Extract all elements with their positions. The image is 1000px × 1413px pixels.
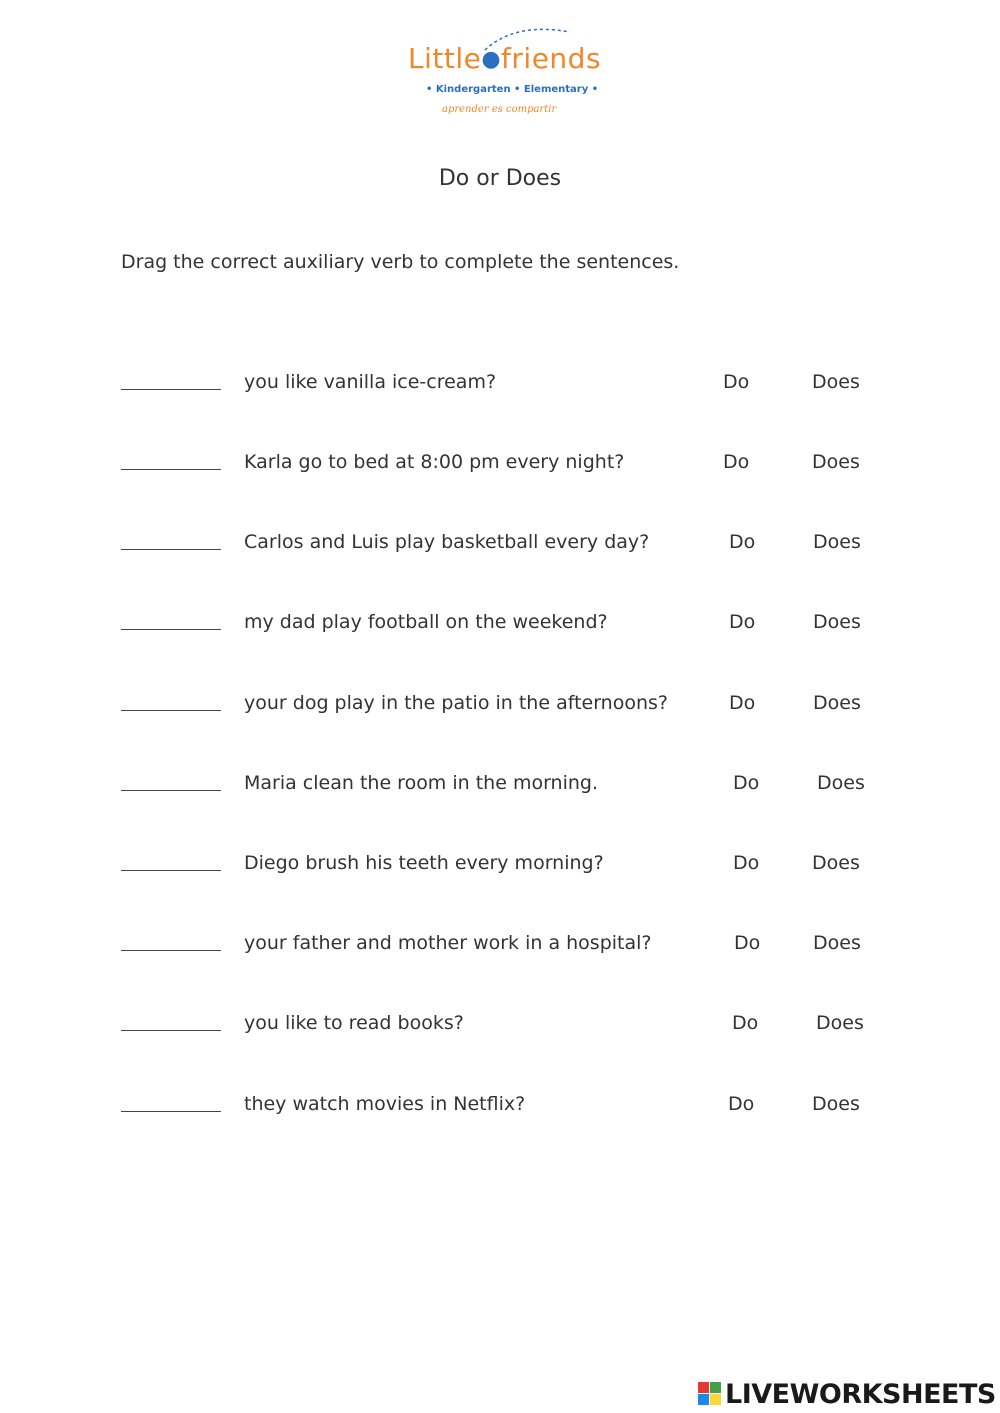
- question-row: [0, 531, 1000, 561]
- question-row: [0, 451, 1000, 481]
- liveworksheets-wordmark: LIVEWORKSHEETS: [725, 1378, 996, 1410]
- page-title: Do or Does: [438, 166, 562, 191]
- question-sentence: they watch movies in Netflix?: [244, 1093, 526, 1115]
- question-sentence: my dad play football on the weekend?: [244, 611, 608, 633]
- question-sentence: Diego brush his teeth every morning?: [244, 852, 604, 874]
- logo-name-part1: Little: [408, 42, 482, 75]
- option-does[interactable]: Does: [816, 1012, 864, 1034]
- question-row: [0, 932, 1000, 962]
- logo-dot-icon: ●: [481, 47, 502, 72]
- question-sentence: you like to read books?: [244, 1012, 464, 1034]
- option-does[interactable]: Does: [813, 932, 861, 954]
- option-does[interactable]: Does: [812, 852, 860, 874]
- instructions: Drag the correct auxiliary verb to complete the sentences.: [121, 251, 680, 273]
- liveworksheets-brand: [698, 1376, 996, 1412]
- answer-blank[interactable]: [121, 710, 221, 711]
- logo-subtitle: • Kindergarten • Elementary •: [426, 84, 599, 95]
- answer-blank[interactable]: [121, 950, 221, 951]
- option-do[interactable]: Do: [729, 531, 756, 553]
- logo-tagline: aprender es compartir: [442, 104, 557, 115]
- question-sentence: Maria clean the room in the morning.: [244, 772, 599, 794]
- question-row: [0, 852, 1000, 882]
- question-row: [0, 692, 1000, 722]
- option-does[interactable]: Does: [817, 772, 865, 794]
- question-row: [0, 1093, 1000, 1123]
- question-row: [0, 772, 1000, 802]
- option-do[interactable]: Do: [733, 772, 760, 794]
- option-do[interactable]: Do: [729, 692, 756, 714]
- option-do[interactable]: Do: [733, 852, 760, 874]
- answer-blank[interactable]: [121, 1111, 221, 1112]
- answer-blank[interactable]: [121, 549, 221, 550]
- option-do[interactable]: Do: [732, 1012, 759, 1034]
- school-logo: [400, 22, 610, 122]
- question-sentence: your father and mother work in a hospital?: [244, 932, 652, 954]
- option-does[interactable]: Does: [813, 531, 861, 553]
- option-do[interactable]: Do: [729, 611, 756, 633]
- question-sentence: Carlos and Luis play basketball every day?: [244, 531, 650, 553]
- liveworksheets-logo-icon: [698, 1382, 722, 1406]
- question-sentence: you like vanilla ice-cream?: [244, 371, 497, 393]
- question-row: [0, 371, 1000, 401]
- answer-blank[interactable]: [121, 469, 221, 470]
- option-do[interactable]: Do: [734, 932, 761, 954]
- option-does[interactable]: Does: [812, 371, 860, 393]
- option-does[interactable]: Does: [812, 451, 860, 473]
- question-sentence: your dog play in the patio in the afternoons?: [244, 692, 669, 714]
- logo-name-part2: friends: [501, 42, 602, 75]
- answer-blank[interactable]: [121, 790, 221, 791]
- option-do[interactable]: Do: [723, 371, 750, 393]
- logo-wordmark: [408, 42, 601, 75]
- option-does[interactable]: Does: [812, 1093, 860, 1115]
- question-row: [0, 1012, 1000, 1042]
- question-sentence: Karla go to bed at 8:00 pm every night?: [244, 451, 625, 473]
- question-row: [0, 611, 1000, 641]
- answer-blank[interactable]: [121, 870, 221, 871]
- option-do[interactable]: Do: [723, 451, 750, 473]
- option-do[interactable]: Do: [728, 1093, 755, 1115]
- option-does[interactable]: Does: [813, 611, 861, 633]
- answer-blank[interactable]: [121, 1030, 221, 1031]
- option-does[interactable]: Does: [813, 692, 861, 714]
- answer-blank[interactable]: [121, 629, 221, 630]
- answer-blank[interactable]: [121, 389, 221, 390]
